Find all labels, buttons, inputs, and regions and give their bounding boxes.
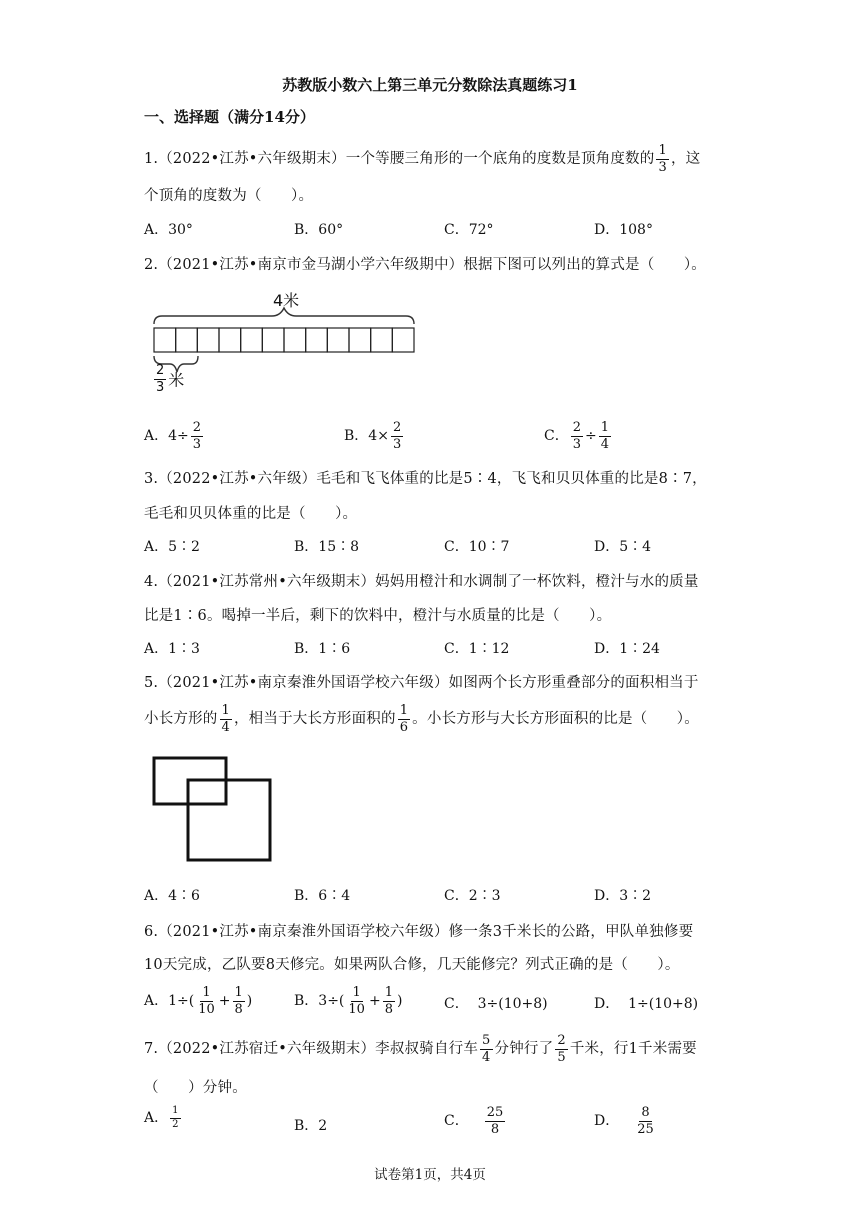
- q4-option-d[interactable]: D．1∶24: [594, 641, 660, 657]
- q1-option-d[interactable]: D．108°: [594, 222, 653, 238]
- question-7: 7.（2022•江苏宿迁•六年级期末）李叔叔骑自行车 $\frac{5}{4}$ 分钟行了 $\frac{2}{5}$ 千米，行1千米需要: [144, 1033, 697, 1065]
- q4-option-a[interactable]: A．1∶3: [144, 641, 200, 657]
- q6-line2: 10天完成，乙队要8天修完。如果两队合修，几天能修完？列式正确的是（ ）。: [144, 957, 680, 973]
- bar-segment: [219, 328, 241, 352]
- bar-segment: [154, 328, 176, 352]
- bar-segment: [197, 328, 219, 352]
- page-footer: 试卷第1页，共4页: [374, 1167, 486, 1183]
- question-5: 5.（2021•江苏•南京秦淮外国语学校六年级）如图两个长方形重叠部分的面积相当于: [144, 675, 699, 691]
- bar-segment: [349, 328, 371, 352]
- segment-bar: [154, 328, 414, 352]
- q4-option-c[interactable]: C．1∶12: [444, 641, 510, 657]
- bar-segment: [306, 328, 328, 352]
- q6-option-c[interactable]: C． 3÷(10+8): [444, 996, 548, 1012]
- q1-option-c[interactable]: C．72°: [444, 222, 494, 238]
- q2-option-a[interactable]: A．4÷ $\frac{2}{3}$: [144, 420, 202, 452]
- q1-option-b[interactable]: B．60°: [294, 222, 344, 238]
- q5-option-c[interactable]: C．2∶3: [444, 888, 501, 904]
- bar-segment: [241, 328, 263, 352]
- q2-option-b[interactable]: B．4× $\frac{2}{3}$: [344, 420, 402, 452]
- q5-option-a[interactable]: A．4∶6: [144, 888, 200, 904]
- bar-segment: [392, 328, 414, 352]
- question-4: 4.（2021•江苏常州•六年级期末）妈妈用橙汁和水调制了一杯饮料，橙汁与水的质量: [144, 574, 699, 590]
- q3-option-a[interactable]: A．5∶2: [144, 539, 200, 555]
- q2-figure: [148, 286, 428, 402]
- bar-segment: [284, 328, 306, 352]
- question-1: 1.（2022•江苏•六年级期末）一个等腰三角形的一个底角的度数是顶角度数的 $\frac{1}{3}$ ，这: [144, 143, 701, 175]
- q3-option-b[interactable]: B．15∶8: [294, 539, 360, 555]
- q5-option-d[interactable]: D．3∶2: [594, 888, 652, 904]
- q4-line2: 比是1∶6。喝掉一半后，剩下的饮料中，橙汁与水质量的比是（ ）。: [144, 608, 612, 624]
- q1-fraction: $\frac{1}{3}$: [658, 143, 667, 175]
- q4-option-b[interactable]: B．1∶6: [294, 641, 351, 657]
- q2-option-c[interactable]: C． $\frac{2}{3}$ ÷ $\frac{1}{4}$: [544, 420, 610, 452]
- q1-text: 1.（2022•江苏•六年级期末）一个等腰三角形的一个底角的度数是顶角度数的: [144, 151, 655, 168]
- question-3: 3.（2022•江苏•六年级）毛毛和飞飞体重的比是5∶4，飞飞和贝贝体重的比是8∶7，: [144, 471, 707, 487]
- q3-option-c[interactable]: C．10∶7: [444, 539, 510, 555]
- q7-option-d[interactable]: D． $\frac{8}{25}$: [594, 1105, 654, 1137]
- bar-segment: [262, 328, 284, 352]
- q6-option-a[interactable]: A．1÷( $\frac{1}{10}$ + $\frac{1}{8}$ ): [144, 985, 253, 1017]
- bar-segment: [176, 328, 198, 352]
- q7-line2: （ ）分钟。: [144, 1080, 247, 1096]
- part-length-label: $\frac{2}{3}$ 米: [156, 363, 185, 395]
- q5-rectangles-figure: [148, 752, 278, 866]
- bar-segment: [371, 328, 393, 352]
- q7-option-a[interactable]: A． $\frac{1}{2}$: [144, 1105, 179, 1130]
- q1-option-a[interactable]: A．30°: [144, 222, 193, 238]
- q6-option-d[interactable]: D． 1÷(10+8): [594, 996, 699, 1012]
- q6-option-b[interactable]: B．3÷( $\frac{1}{10}$ + $\frac{1}{8}$ ): [294, 985, 403, 1017]
- q7-option-c[interactable]: C． $\frac{25}{8}$: [444, 1105, 504, 1137]
- page-title: 苏教版小数六上第三单元分数除法真题练习1: [282, 76, 578, 94]
- question-6: 6.（2021•江苏•南京秦淮外国语学校六年级）修一条3千米长的公路，甲队单独修要: [144, 924, 694, 940]
- large-rectangle: [188, 780, 270, 860]
- q3-option-d[interactable]: D．5∶4: [594, 539, 652, 555]
- bar-segment: [327, 328, 349, 352]
- section-heading: 一、选择题（满分14分）: [144, 108, 315, 126]
- q3-line2: 毛毛和贝贝体重的比是（ ）。: [144, 506, 358, 522]
- q5-option-b[interactable]: B．6∶4: [294, 888, 351, 904]
- question-2: 2.（2021•江苏•南京市金马湖小学六年级期中）根据下图可以列出的算式是（ ）。: [144, 257, 706, 273]
- q5-line2: 小长方形的 $\frac{1}{4}$ ，相当于大长方形面积的 $\frac{1}{6}$ 。小长方形与大长方形面积的比是（ ）。: [144, 703, 699, 735]
- q7-option-b[interactable]: B．2: [294, 1118, 328, 1134]
- total-length-label: 4米: [273, 291, 300, 310]
- q1-line2: 个顶角的度数为（ ）。: [144, 188, 314, 204]
